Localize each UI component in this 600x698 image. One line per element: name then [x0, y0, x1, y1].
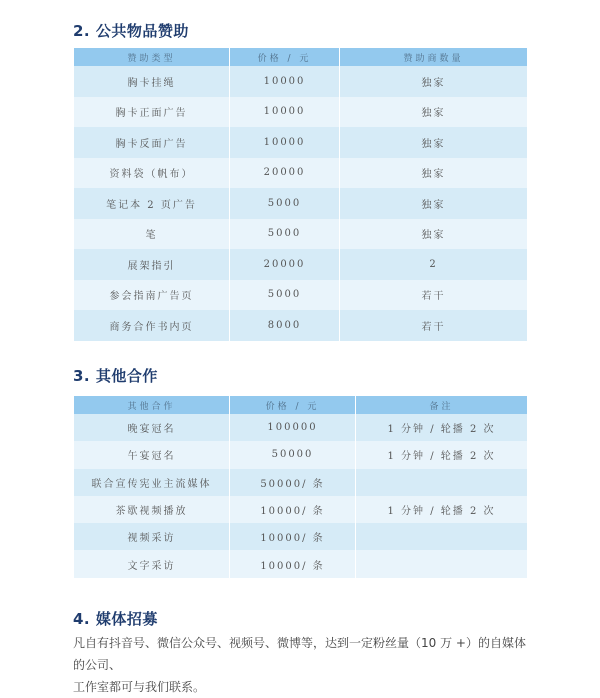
table-cell: 视频采访 [74, 523, 230, 550]
table-cell: 5000 [230, 188, 340, 219]
table-row [74, 469, 528, 496]
table-cell: 1 分钟 / 轮播 2 次 [356, 496, 528, 523]
table-cell: 100000 [230, 414, 356, 441]
section-3-title: 3. 其他合作 [73, 367, 158, 385]
table-cell: 胸卡正面广告 [74, 97, 230, 128]
media-text-line-2: 工作室都可与我们联系。 [73, 680, 206, 694]
table-cell: 20000 [230, 249, 340, 280]
table-cell: 午宴冠名 [74, 441, 230, 468]
table-cell: 8000 [230, 310, 340, 341]
table-cell: 2 [340, 249, 528, 280]
table-cell: 独家 [340, 219, 528, 250]
sponsorship-table [73, 48, 528, 341]
table-cell: 10000/ 条 [230, 550, 356, 577]
table-cell: 1 分钟 / 轮播 2 次 [356, 414, 528, 441]
section-4-title: 4. 媒体招募 [73, 610, 158, 628]
table-cell: 笔记本 2 页广告 [74, 188, 230, 219]
table-row [74, 496, 528, 523]
table-row [74, 219, 528, 250]
table-cell [356, 523, 528, 550]
column-header: 价格 / 元 [230, 48, 340, 66]
table-row [74, 441, 528, 468]
table-cell: 10000 [230, 97, 340, 128]
column-header: 赞助商数量 [340, 48, 528, 66]
table-cell: 晚宴冠名 [74, 414, 230, 441]
table-cell: 独家 [340, 97, 528, 128]
table-row [74, 550, 528, 577]
table-row [74, 188, 528, 219]
column-header: 价格 / 元 [230, 396, 356, 414]
table-cell: 20000 [230, 158, 340, 189]
table-row [74, 310, 528, 341]
table-cell: 茶歇视频播放 [74, 496, 230, 523]
table-row [74, 414, 528, 441]
section-2-title: 2. 公共物品赞助 [73, 22, 189, 40]
table-cell: 1 分钟 / 轮播 2 次 [356, 441, 528, 468]
table-cell: 胸卡反面广告 [74, 127, 230, 158]
media-recruitment-text [73, 632, 533, 698]
table-cell: 10000/ 条 [230, 496, 356, 523]
table-cell: 资料袋（帆布） [74, 158, 230, 189]
table-cell: 10000/ 条 [230, 523, 356, 550]
column-header: 其他合作 [74, 396, 230, 414]
table-cell: 展架指引 [74, 249, 230, 280]
media-text-line-1: 凡自有抖音号、微信公众号、视频号、微博等，达到一定粉丝量（10 万 +）的自媒体的公司、 [73, 636, 526, 672]
table-cell: 若干 [340, 310, 528, 341]
table-cell: 50000 [230, 441, 356, 468]
table-row [74, 249, 528, 280]
table-cell: 10000 [230, 66, 340, 97]
table-cell: 独家 [340, 188, 528, 219]
table-row [74, 158, 528, 189]
table-cell [356, 469, 528, 496]
table-cell: 胸卡挂绳 [74, 66, 230, 97]
table-cell: 独家 [340, 127, 528, 158]
table-cell: 若干 [340, 280, 528, 311]
table-row [74, 66, 528, 97]
table-row [74, 127, 528, 158]
table-cell: 笔 [74, 219, 230, 250]
table-row [74, 523, 528, 550]
table-cell: 5000 [230, 280, 340, 311]
table-cell: 联合宣传宪业主流媒体 [74, 469, 230, 496]
table-header-row [74, 48, 528, 66]
table-cell: 50000/ 条 [230, 469, 356, 496]
table-cell: 商务合作书内页 [74, 310, 230, 341]
table-cell [356, 550, 528, 577]
other-cooperation-table [73, 396, 528, 578]
table-row [74, 97, 528, 128]
table-cell: 10000 [230, 127, 340, 158]
table-header-row [74, 396, 528, 414]
table-cell: 文字采访 [74, 550, 230, 577]
table-cell: 参会指南广告页 [74, 280, 230, 311]
table-cell: 独家 [340, 66, 528, 97]
table-row [74, 280, 528, 311]
column-header: 赞助类型 [74, 48, 230, 66]
table-cell: 独家 [340, 158, 528, 189]
table-cell: 5000 [230, 219, 340, 250]
column-header: 备注 [356, 396, 528, 414]
